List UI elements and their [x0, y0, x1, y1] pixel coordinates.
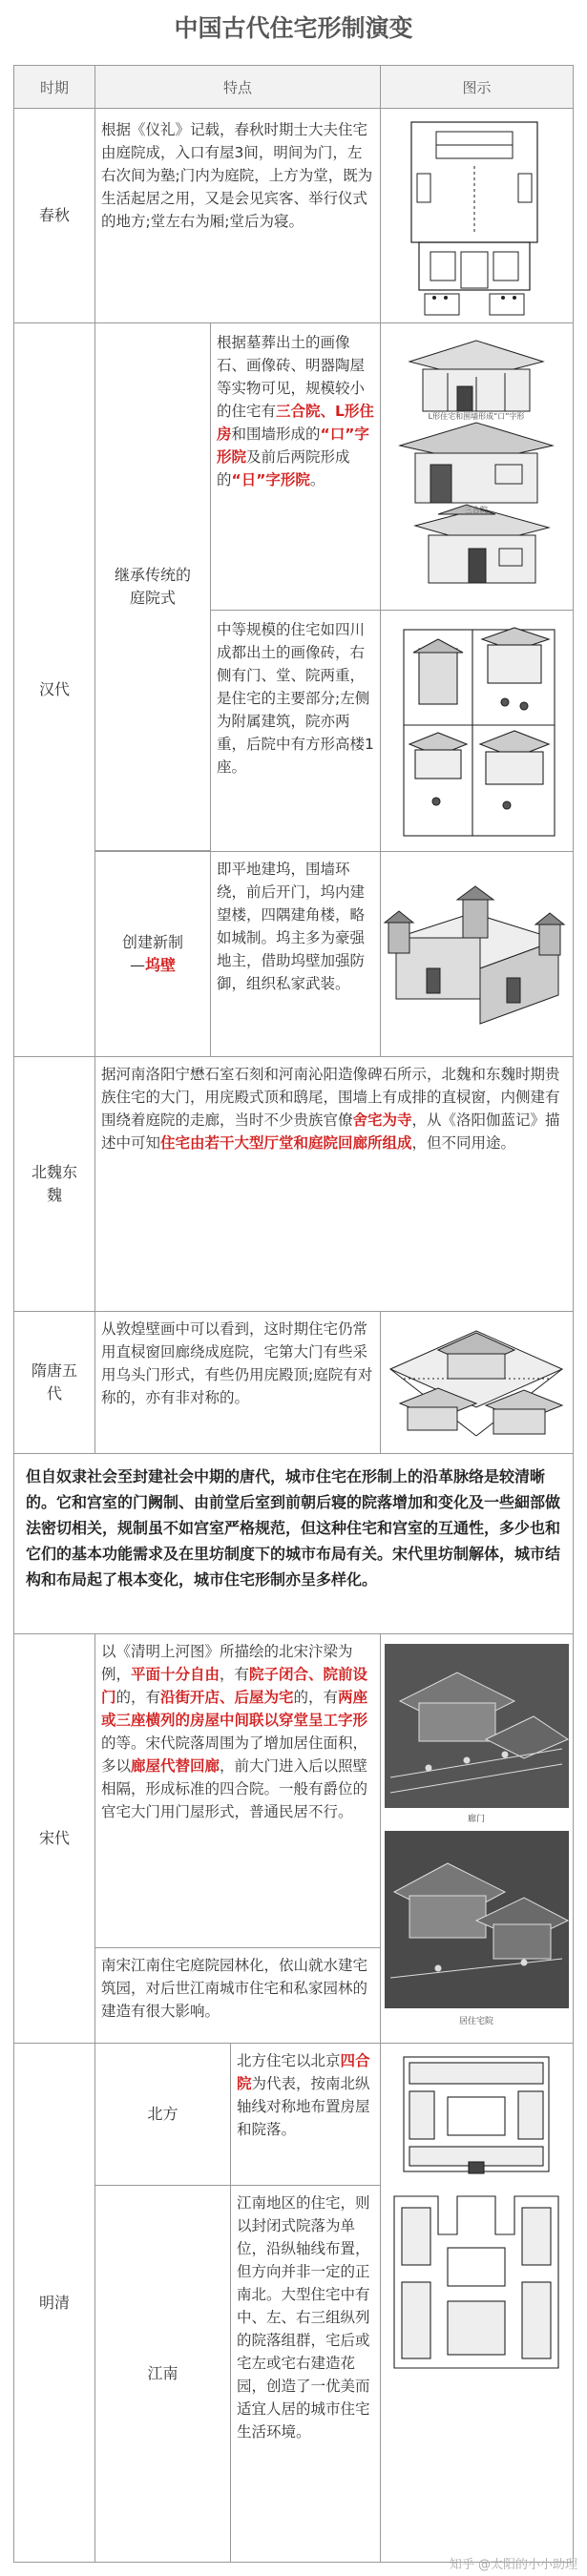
han-model-house-image: [381, 323, 573, 610]
period-chunqiu-label: 春秋: [38, 206, 70, 224]
mingqing-south-text: 江南地区的住宅，则以封闭式院落为单位，沿纵轴线布置，但方向并非一定的正南北。大型住宅中有中、左、右三组纵列的院落组群，宅后或宅左或宅右建造花园，创造了一优美而适宜人居的城市住宅生活环境。: [230, 2185, 381, 2563]
han-sub-wubi-a: 创建新制: [121, 933, 183, 951]
period-suitang-label: 隋唐五代: [31, 1361, 78, 1402]
song-text-2: 南宋江南住宅庭院园林化，依山就水建宅筑园，对后世江南城市住宅和私家园林的建造有很大影响。: [94, 1947, 381, 2044]
han-figure-1-caption: L形住宅和围墙形成“口”字形: [428, 412, 525, 421]
han-sub-wubi: [94, 851, 211, 1057]
beiwei-text-b: ，从《洛阳伽蓝记》描述中可知: [101, 1111, 560, 1152]
period-han-label: 汉代: [38, 680, 70, 698]
header-image: [380, 65, 574, 109]
header-period-label: 时期: [39, 78, 69, 96]
period-mingqing-label: 明清: [38, 2293, 70, 2312]
suitang-figure: [380, 1311, 574, 1454]
mingqing-north-label: 北方: [147, 2105, 178, 2123]
han-text-1-highlight-2: “口”字形院: [217, 426, 369, 466]
han-sub-wubi-highlight: 坞壁: [144, 956, 176, 974]
chunqiu-text: 根据《仪礼》记载，春秋时期士大夫住宅由庭院成，入口有屋3间，明间为门，左右次间为塾;门内为庭院，上方为堂，既为生活起居之用，又是会见宾客、举行仪式的地方;堂左右为厢;堂后为寝。: [94, 108, 381, 323]
mingqing-north-text: [230, 2043, 381, 2186]
han-text-1b: 和围墙形成的: [231, 426, 321, 443]
han-text-3: 即平地建坞，围墙环绕，前后开门，坞内建望楼，四隅建角楼，略如城制。坞主多为豪强地主，借助坞壁加强防御，组织私家武装。: [210, 851, 381, 1057]
header-feature-label: 特点: [222, 78, 252, 96]
mingqing-north-highlight: 四合院: [237, 2052, 370, 2092]
period-chunqiu: [13, 108, 95, 323]
beiwei-text: [94, 1056, 574, 1312]
han-figure-1: [380, 322, 574, 611]
beiwei-text-c: ，但不同用途。: [411, 1134, 516, 1152]
han-text-1d: 。: [309, 471, 325, 488]
song-highlight-2: 院子闭合、院前设门: [101, 1666, 368, 1706]
song-text-e: 的等。宋代院落周围为了增加居住面积，多以: [101, 1735, 368, 1775]
han-text-1a: 根据墓葬出土的画像石、画像砖、明器陶屋等实物可见，规模较小的住宅有: [217, 334, 366, 420]
period-suitang: [13, 1311, 95, 1454]
mingqing-south-label: 江南: [147, 2364, 178, 2382]
header-feature: [94, 65, 381, 109]
chunqiu-figure: [380, 108, 574, 323]
header-image-label: 图示: [462, 78, 492, 96]
period-beiwei: [13, 1056, 95, 1312]
song-text-f: ，前大门进入后以照壁相隔，形成标准的四合院。一般有爵位的官宅大门用门屋形式，普通民居不行。: [101, 1757, 368, 1820]
mingqing-north-b: 为代表，按南北纵轴线对称地布置房屋和院落。: [237, 2075, 370, 2138]
han-sub-wubi-label: [109, 931, 197, 977]
qingming-scroll-image: [381, 1634, 573, 2043]
song-figure-caption-2: 居住宅院: [458, 2017, 494, 2026]
period-mingqing: [13, 2043, 95, 2563]
page-title: 中国古代住宅形制演变: [174, 14, 413, 42]
summary-note: 但自奴隶社会至封建社会中期的唐代，城市住宅在形制上的沿革脉络是较清晰的。它和宫室的门阙制、由前堂后室到前朝后寝的院落增加和变化及一些細部做法密切相关，规制虽不如宫室严格规范，但这种住宅和宫室的互通性，多少也和它们的基本功能需求及在里坊制度下的城市布局有关。宋代里坊制解体，城市结构和布局起了根本变化，城市住宅形制亦呈多样化。: [13, 1453, 574, 1634]
han-text-1-highlight-3: “日”字形院: [231, 471, 310, 488]
song-highlight-3: 沿街开店、后屋为宅: [160, 1689, 294, 1706]
period-song: [13, 1633, 95, 2044]
han-figure-2: [380, 610, 574, 852]
han-text-1: [210, 322, 381, 611]
beiwei-highlight-1: 舍宅为寺: [352, 1111, 412, 1129]
watermark: 知乎 @太阳的小小助理: [449, 2558, 577, 2572]
siheyuan-plan-image: [381, 2044, 573, 2562]
han-text-1c: 及前后两院形成的: [217, 448, 350, 488]
song-text-d: 的，有: [293, 1689, 339, 1706]
han-figure-1-caption-2: 三合院: [465, 506, 488, 514]
song-text-b: ，有: [220, 1666, 250, 1683]
song-text-a: 以《清明上河图》所描绘的北宋汴梁为例，: [101, 1643, 353, 1683]
song-figure-caption-1: 廊门: [467, 1815, 486, 1824]
dunhuang-mural-image: [381, 1312, 573, 1453]
han-text-1-highlight-1: 三合院、L形住房: [217, 403, 374, 443]
han-sub-traditional-label: 继承传统的庭院式: [114, 566, 191, 607]
period-han: [13, 322, 95, 1057]
period-beiwei-label: 北魏东魏: [31, 1163, 78, 1204]
han-relief-brick-image: [381, 611, 573, 851]
song-highlight-4: 两座或三座横列的房屋中间联以穿堂呈工字形: [101, 1689, 368, 1729]
song-figure: [380, 1633, 574, 2044]
han-figure-3: [380, 851, 574, 1057]
mingqing-north-a: 北方住宅以北京: [237, 2052, 341, 2069]
courtyard-plan-image: [381, 109, 573, 322]
mingqing-north: [94, 2043, 231, 2186]
beiwei-highlight-2: 住宅由若干大型厅堂和庭院回廊所组成: [160, 1134, 412, 1152]
han-sub-wubi-b: —: [129, 956, 145, 974]
period-song-label: 宋代: [38, 1829, 70, 1847]
song-highlight-5: 廊屋代替回廊: [131, 1757, 220, 1775]
mingqing-figure: [380, 2043, 574, 2563]
song-highlight-1: 平面十分自由: [131, 1666, 220, 1683]
han-sub-traditional: [94, 322, 211, 851]
beiwei-text-a: 据河南洛阳宁懋石室石刻和河南沁阳造像碑石所示，北魏和东魏时期贵族住宅的大门，用庑殿式顶和鸱尾，围墙上有成排的直棂窗，内侧建有围绕着庭院的走廊，当时不少贵族官僚: [101, 1066, 560, 1129]
song-text-1: [94, 1633, 381, 1948]
song-text-c: 的，有: [115, 1689, 161, 1706]
mingqing-south: [94, 2185, 231, 2563]
header-period: [13, 65, 95, 109]
suitang-text: 从敦煌壁画中可以看到，这时期住宅仍常用直棂窗回廊绕成庭院，宅第大门有些采用乌头门形式，有些仍用庑殿顶;庭院有对称的，亦有非对称的。: [94, 1311, 381, 1454]
wubi-fortress-image: [381, 852, 573, 1056]
han-text-2: 中等规模的住宅如四川成都出土的画像砖，右侧有门、堂、院两重，是住宅的主要部分;左侧为附属建筑，院亦两重，后院中有方形高楼1座。: [210, 610, 381, 852]
